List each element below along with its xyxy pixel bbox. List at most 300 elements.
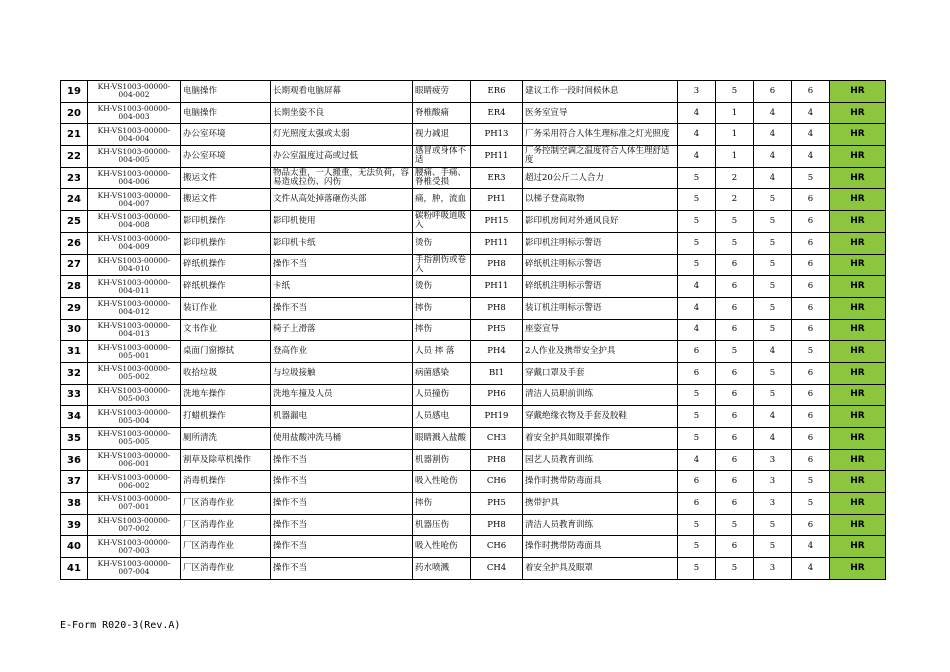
score-r: 6 [792,428,830,450]
hazard-description: 文件从高处掉落砸伤头部 [271,189,413,211]
score-p: 4 [678,102,716,124]
hazard-category: PH5 [471,319,523,341]
score-p: 4 [678,146,716,168]
score-e: 5 [754,232,792,254]
table-row [61,124,886,146]
item-code: KH-VS1003-00000-004-012 [88,297,181,319]
score-e: 4 [754,124,792,146]
row-number: 38 [61,493,88,515]
score-r: 4 [792,558,830,580]
score-r: 6 [792,189,830,211]
score-r: 5 [792,471,830,493]
item-code: KH-VS1003-00000-007-002 [88,514,181,536]
hazard-description: 登高作业 [271,341,413,363]
table-row [61,362,886,384]
score-e: 6 [754,81,792,103]
hazard-effect: 眼睛疲劳 [413,81,471,103]
task-name: 洗地车操作 [181,384,271,406]
task-name: 装订作业 [181,297,271,319]
hazard-category: PH19 [471,406,523,428]
hazard-description: 长期坐姿不良 [271,102,413,124]
hazard-effect: 摔伤 [413,297,471,319]
control-measure: 2人作业及携带安全护具 [523,341,678,363]
control-measure: 碎纸机注明标示警语 [523,254,678,276]
hazard-description: 机器漏电 [271,406,413,428]
score-s: 5 [716,341,754,363]
item-code: KH-VS1003-00000-007-004 [88,558,181,580]
hazard-effect: 摔伤 [413,493,471,515]
table-row [61,319,886,341]
score-p: 5 [678,232,716,254]
score-e: 3 [754,449,792,471]
item-code: KH-VS1003-00000-004-006 [88,167,181,189]
hazard-category: ER6 [471,81,523,103]
row-number: 24 [61,189,88,211]
score-r: 5 [792,493,830,515]
control-measure: 以梯子登高取物 [523,189,678,211]
task-name: 影印机操作 [181,211,271,233]
table-row [61,189,886,211]
score-s: 5 [716,558,754,580]
row-number: 35 [61,428,88,450]
task-name: 厕所清洗 [181,428,271,450]
hazard-effect: 碳粉呼吸道吸入 [413,211,471,233]
owner-dept: HR [830,211,886,233]
score-r: 6 [792,232,830,254]
task-name: 电脑操作 [181,81,271,103]
row-number: 27 [61,254,88,276]
row-number: 36 [61,449,88,471]
owner-dept: HR [830,297,886,319]
control-measure: 碎纸机注明标示警语 [523,276,678,298]
row-number: 26 [61,232,88,254]
control-measure: 厂务采用符合人体生理标准之灯光照度 [523,124,678,146]
score-s: 1 [716,124,754,146]
hazard-description: 操作不当 [271,297,413,319]
score-r: 4 [792,146,830,168]
hazard-category: CH4 [471,558,523,580]
hazard-description: 操作不当 [271,471,413,493]
score-r: 6 [792,319,830,341]
owner-dept: HR [830,276,886,298]
table-row [61,211,886,233]
owner-dept: HR [830,406,886,428]
table-row [61,167,886,189]
hazard-effect: 人员撞伤 [413,384,471,406]
owner-dept: HR [830,167,886,189]
owner-dept: HR [830,514,886,536]
task-name: 厂区消毒作业 [181,558,271,580]
hazard-description: 操作不当 [271,514,413,536]
risk-assessment-table [60,80,886,580]
table-row [61,558,886,580]
hazard-description: 影印机使用 [271,211,413,233]
row-number: 22 [61,146,88,168]
row-number: 37 [61,471,88,493]
hazard-description: 操作不当 [271,558,413,580]
control-measure: 超过20公斤二人合力 [523,167,678,189]
row-number: 41 [61,558,88,580]
control-measure: 座姿宣导 [523,319,678,341]
hazard-description: 办公室温度过高或过低 [271,146,413,168]
table-row [61,146,886,168]
score-e: 4 [754,428,792,450]
owner-dept: HR [830,449,886,471]
hazard-effect: 药水喷溅 [413,558,471,580]
hazard-effect: 人员感电 [413,406,471,428]
owner-dept: HR [830,146,886,168]
hazard-category: PH8 [471,449,523,471]
item-code: KH-VS1003-00000-004-003 [88,102,181,124]
hazard-description: 影印机卡纸 [271,232,413,254]
score-p: 4 [678,276,716,298]
hazard-effect: 感冒或身体不适 [413,146,471,168]
score-r: 6 [792,254,830,276]
score-e: 3 [754,471,792,493]
score-p: 4 [678,124,716,146]
score-s: 6 [716,362,754,384]
item-code: KH-VS1003-00000-004-010 [88,254,181,276]
task-name: 搬运文件 [181,167,271,189]
hazard-effect: 机器压伤 [413,514,471,536]
row-number: 40 [61,536,88,558]
score-s: 6 [716,254,754,276]
control-measure: 清洁人员职前训练 [523,384,678,406]
control-measure: 穿戴口罩及手套 [523,362,678,384]
hazard-category: ER4 [471,102,523,124]
table-row [61,341,886,363]
hazard-description: 操作不当 [271,493,413,515]
control-measure: 着安全护具如眼罩操作 [523,428,678,450]
control-measure: 穿戴绝缘衣物及手套及胶鞋 [523,406,678,428]
score-e: 5 [754,362,792,384]
hazard-category: PH1 [471,189,523,211]
score-r: 6 [792,384,830,406]
owner-dept: HR [830,362,886,384]
owner-dept: HR [830,341,886,363]
hazard-effect: 机器割伤 [413,449,471,471]
hazard-effect: 腰痛、手痛、脊椎受损 [413,167,471,189]
control-measure: 建议工作一段时间候休息 [523,81,678,103]
score-r: 6 [792,297,830,319]
control-measure: 清洁人员教育训练 [523,514,678,536]
control-measure: 园艺人员教育训练 [523,449,678,471]
owner-dept: HR [830,189,886,211]
hazard-category: CH6 [471,471,523,493]
score-r: 6 [792,449,830,471]
control-measure: 着安全护具及眼罩 [523,558,678,580]
hazard-category: PH11 [471,232,523,254]
score-s: 6 [716,471,754,493]
form-footer: E-Form R020-3(Rev.A) [60,620,181,631]
score-p: 5 [678,406,716,428]
score-p: 6 [678,493,716,515]
table-row [61,102,886,124]
score-r: 6 [792,81,830,103]
item-code: KH-VS1003-00000-004-013 [88,319,181,341]
score-s: 6 [716,297,754,319]
table-body [61,81,886,580]
item-code: KH-VS1003-00000-004-002 [88,81,181,103]
score-r: 5 [792,341,830,363]
score-p: 5 [678,167,716,189]
row-number: 32 [61,362,88,384]
hazard-effect: 脊椎酸痛 [413,102,471,124]
score-p: 6 [678,471,716,493]
task-name: 影印机操作 [181,232,271,254]
hazard-description: 卡纸 [271,276,413,298]
score-p: 5 [678,384,716,406]
score-e: 5 [754,384,792,406]
task-name: 办公室环境 [181,124,271,146]
score-e: 5 [754,319,792,341]
row-number: 39 [61,514,88,536]
score-s: 1 [716,146,754,168]
task-name: 厂区消毒作业 [181,536,271,558]
score-p: 6 [678,362,716,384]
hazard-description: 物品太重，一人搬重，无法负荷，容易造成拉伤、闪伤 [271,167,413,189]
score-s: 6 [716,536,754,558]
hazard-description: 椅子上滑落 [271,319,413,341]
score-r: 6 [792,362,830,384]
hazard-category: PH8 [471,297,523,319]
score-e: 3 [754,558,792,580]
control-measure: 携带护具 [523,493,678,515]
hazard-category: PH11 [471,146,523,168]
hazard-category: PH13 [471,124,523,146]
score-s: 2 [716,167,754,189]
score-s: 6 [716,406,754,428]
item-code: KH-VS1003-00000-005-003 [88,384,181,406]
score-s: 2 [716,189,754,211]
row-number: 21 [61,124,88,146]
hazard-description: 灯光照度太强或太弱 [271,124,413,146]
row-number: 33 [61,384,88,406]
score-s: 6 [716,493,754,515]
hazard-effect: 眼睛溅入盐酸 [413,428,471,450]
hazard-effect: 吸入性呛伤 [413,536,471,558]
hazard-category: PH6 [471,384,523,406]
score-e: 5 [754,254,792,276]
owner-dept: HR [830,493,886,515]
task-name: 文书作业 [181,319,271,341]
item-code: KH-VS1003-00000-004-008 [88,211,181,233]
hazard-description: 与垃圾接触 [271,362,413,384]
hazard-description: 长期观看电脑屏幕 [271,81,413,103]
hazard-description: 使用盐酸冲洗马桶 [271,428,413,450]
hazard-effect: 手指割伤或卷入 [413,254,471,276]
hazard-category: PH15 [471,211,523,233]
hazard-description: 操作不当 [271,536,413,558]
hazard-category: PH8 [471,514,523,536]
item-code: KH-VS1003-00000-004-009 [88,232,181,254]
score-r: 6 [792,276,830,298]
hazard-category: CH3 [471,428,523,450]
owner-dept: HR [830,384,886,406]
score-r: 6 [792,514,830,536]
hazard-category: PH5 [471,493,523,515]
item-code: KH-VS1003-00000-005-005 [88,428,181,450]
table-row [61,232,886,254]
item-code: KH-VS1003-00000-004-007 [88,189,181,211]
hazard-description: 操作不当 [271,449,413,471]
row-number: 25 [61,211,88,233]
score-e: 5 [754,276,792,298]
score-s: 5 [716,232,754,254]
hazard-effect: 人员 摔 落 [413,341,471,363]
hazard-description: 操作不当 [271,254,413,276]
row-number: 29 [61,297,88,319]
score-e: 3 [754,493,792,515]
hazard-effect: 病菌感染 [413,362,471,384]
control-measure: 操作时携带防毒面具 [523,471,678,493]
score-p: 4 [678,297,716,319]
task-name: 电脑操作 [181,102,271,124]
score-s: 6 [716,428,754,450]
owner-dept: HR [830,124,886,146]
owner-dept: HR [830,319,886,341]
score-r: 6 [792,211,830,233]
item-code: KH-VS1003-00000-004-004 [88,124,181,146]
score-e: 5 [754,297,792,319]
control-measure: 装订机注明标示警语 [523,297,678,319]
hazard-effect: 烫伤 [413,232,471,254]
score-p: 3 [678,81,716,103]
score-p: 5 [678,211,716,233]
item-code: KH-VS1003-00000-005-001 [88,341,181,363]
score-r: 4 [792,124,830,146]
hazard-category: PH4 [471,341,523,363]
hazard-category: CH6 [471,536,523,558]
table-row [61,471,886,493]
item-code: KH-VS1003-00000-006-002 [88,471,181,493]
table-row [61,254,886,276]
task-name: 收拾垃圾 [181,362,271,384]
score-p: 4 [678,319,716,341]
item-code: KH-VS1003-00000-007-003 [88,536,181,558]
table-row [61,536,886,558]
score-e: 5 [754,536,792,558]
item-code: KH-VS1003-00000-005-004 [88,406,181,428]
score-r: 4 [792,536,830,558]
hazard-effect: 吸入性呛伤 [413,471,471,493]
score-s: 5 [716,211,754,233]
score-p: 6 [678,341,716,363]
score-s: 6 [716,384,754,406]
hazard-effect: 视力减退 [413,124,471,146]
score-p: 5 [678,514,716,536]
hazard-effect: 摔伤 [413,319,471,341]
score-s: 5 [716,514,754,536]
item-code: KH-VS1003-00000-007-001 [88,493,181,515]
score-r: 6 [792,406,830,428]
score-r: 5 [792,167,830,189]
hazard-category: ER3 [471,167,523,189]
row-number: 19 [61,81,88,103]
score-p: 5 [678,558,716,580]
row-number: 34 [61,406,88,428]
task-name: 桌面门窗擦拭 [181,341,271,363]
score-e: 5 [754,189,792,211]
score-e: 4 [754,167,792,189]
table-row [61,276,886,298]
table-row [61,493,886,515]
score-p: 5 [678,189,716,211]
score-s: 6 [716,319,754,341]
score-p: 4 [678,449,716,471]
item-code: KH-VS1003-00000-004-005 [88,146,181,168]
score-r: 4 [792,102,830,124]
score-e: 4 [754,406,792,428]
control-measure: 医务室宣导 [523,102,678,124]
control-measure: 影印机房间对外通风良好 [523,211,678,233]
row-number: 31 [61,341,88,363]
item-code: KH-VS1003-00000-005-002 [88,362,181,384]
score-e: 4 [754,146,792,168]
hazard-category: BI1 [471,362,523,384]
row-number: 30 [61,319,88,341]
hazard-category: PH11 [471,276,523,298]
control-measure: 影印机注明标示警语 [523,232,678,254]
score-s: 6 [716,276,754,298]
table-row [61,384,886,406]
control-measure: 操作时携带防毒面具 [523,536,678,558]
score-e: 4 [754,341,792,363]
owner-dept: HR [830,254,886,276]
hazard-category: PH8 [471,254,523,276]
score-p: 5 [678,428,716,450]
task-name: 办公室环境 [181,146,271,168]
table-row [61,406,886,428]
score-e: 5 [754,211,792,233]
row-number: 23 [61,167,88,189]
owner-dept: HR [830,232,886,254]
owner-dept: HR [830,471,886,493]
owner-dept: HR [830,102,886,124]
row-number: 20 [61,102,88,124]
task-name: 割草及除草机操作 [181,449,271,471]
hazard-effect: 痛，肿，流血 [413,189,471,211]
item-code: KH-VS1003-00000-006-001 [88,449,181,471]
task-name: 厂区消毒作业 [181,514,271,536]
owner-dept: HR [830,428,886,450]
task-name: 搬运文件 [181,189,271,211]
item-code: KH-VS1003-00000-004-011 [88,276,181,298]
task-name: 厂区消毒作业 [181,493,271,515]
table-row [61,81,886,103]
score-p: 5 [678,536,716,558]
table-row [61,297,886,319]
owner-dept: HR [830,558,886,580]
table-row [61,514,886,536]
hazard-description: 洗地车撞及人员 [271,384,413,406]
control-measure: 厂务控制空调之温度符合人体生理舒适度 [523,146,678,168]
table-row [61,428,886,450]
owner-dept: HR [830,536,886,558]
score-p: 5 [678,254,716,276]
score-e: 5 [754,514,792,536]
score-s: 5 [716,81,754,103]
owner-dept: HR [830,81,886,103]
task-name: 碎纸机操作 [181,254,271,276]
task-name: 打蜡机操作 [181,406,271,428]
row-number: 28 [61,276,88,298]
task-name: 碎纸机操作 [181,276,271,298]
task-name: 消毒机操作 [181,471,271,493]
score-s: 6 [716,449,754,471]
score-s: 1 [716,102,754,124]
score-e: 4 [754,102,792,124]
